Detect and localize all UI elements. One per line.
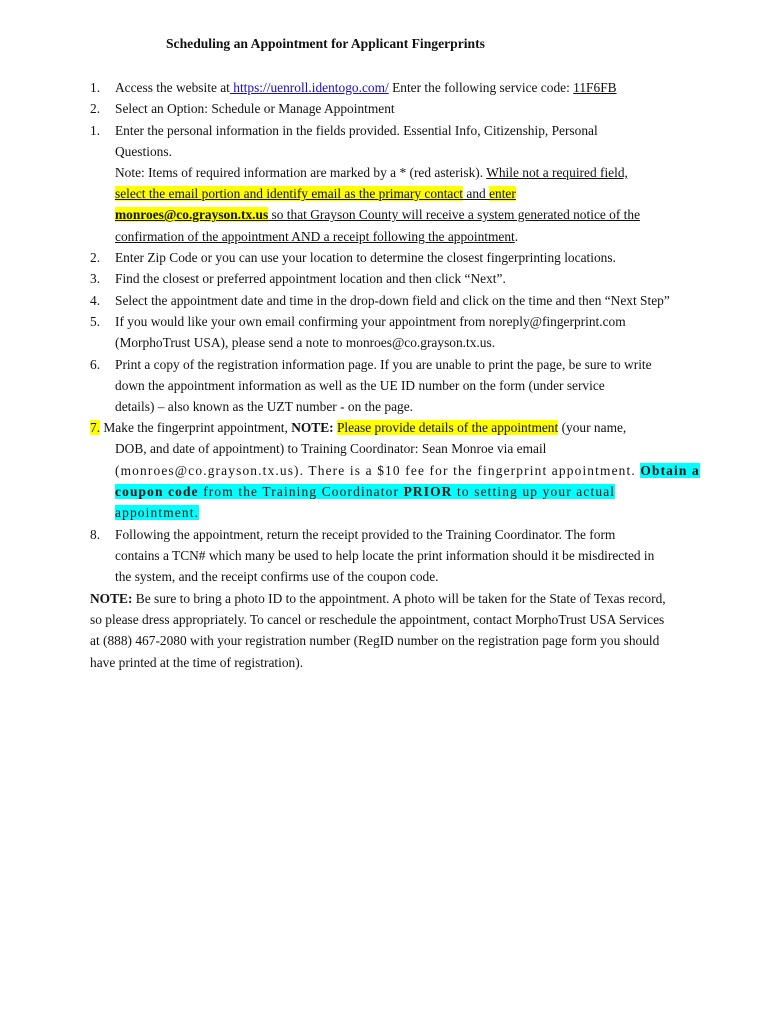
step-9-fee-text: (monroes@co.grayson.tx.us). There is a $10 fee for the fingerprint appointment. <box>115 463 641 478</box>
step-1-text: Access the website at <box>115 80 230 95</box>
step-7-text-2: (MorphoTrust USA), please send a note to monroes@co.grayson.tx.us. <box>115 335 496 350</box>
step-3-line-2: Questions. <box>115 144 172 159</box>
step-5-text: Find the closest or preferred appointment location and then click “Next”. <box>115 271 506 286</box>
step-3-line-1 <box>115 123 629 139</box>
coordinator-email: monroes@co.grayson.tx.us <box>115 207 269 222</box>
step-8-text-3: details) – also known as the UZT number - on the page. <box>115 399 413 414</box>
enter-highlight: enter <box>489 186 516 201</box>
step-3-note-line <box>115 165 628 181</box>
step-3-note-text: Note: Items of required information are marked by a * (red asterisk). <box>115 165 487 180</box>
page-title: Scheduling an Appointment for Applicant Fingerprints <box>166 36 485 51</box>
step-9-note-label: NOTE: <box>291 420 334 435</box>
coupon-code-text: coupon code <box>115 484 199 499</box>
final-note-text-4: have printed at the time of registration). <box>90 655 304 670</box>
and-text: and <box>463 186 490 201</box>
step-9-line-3 <box>115 463 700 479</box>
final-note-label: NOTE: <box>90 591 133 606</box>
final-note-text-2: so please dress appropriately. To cancel or reschedule the appointment, contact MorphoTrust USA Services <box>90 612 665 627</box>
step-7-number: 5. <box>90 314 101 329</box>
step-4-text: Enter Zip Code or you can use your location to determine the closest fingerprinting locations. <box>115 250 616 265</box>
step-4-number: 2. <box>90 250 101 265</box>
confirmation-period: . <box>514 229 519 244</box>
step-9-line-1 <box>90 420 626 436</box>
confirmation-text: confirmation of the appointment AND a receipt following the appointment <box>115 229 515 244</box>
step-9-text-2: DOB, and date of appointment) to Training Coordinator: Sean Monroe via email <box>115 441 547 456</box>
step-10-text-2: contains a TCN# which many be used to help locate the print information should it be misdirected in <box>115 548 655 563</box>
final-note-text-1: Be sure to bring a photo ID to the appointment. A photo will be taken for the State of Texas record, <box>132 591 666 606</box>
step-9-details-highlight: Please provide details of the appointment <box>336 420 559 435</box>
step-3-highlight-line <box>115 186 516 202</box>
step-3-note-underlined: While not a required field, <box>486 165 628 180</box>
step-9-line-4 <box>115 484 615 500</box>
final-note-text-3: at (888) 467-2080 with your registration number (RegID number on the registration page form you should <box>90 633 660 648</box>
step-9-text-1: Make the fingerprint appointment, <box>100 420 292 435</box>
step-8-text-1: Print a copy of the registration information page. If you are unable to print the page, be sure to write <box>115 357 652 372</box>
step-10-text-3: the system, and the receipt confirms use of the coupon code. <box>115 569 439 584</box>
step-8-text-2: down the appointment information as well as the UE ID number on the form (under service <box>115 378 605 393</box>
step-9-number: 7. <box>90 420 101 435</box>
step-1 <box>115 80 617 96</box>
step-9-line-5 <box>115 505 199 521</box>
email-primary-highlight: select the email portion and identify email as the primary contact <box>115 186 464 201</box>
step-1-service-label: Enter the following service code: <box>388 80 574 95</box>
step-6-number: 4. <box>90 293 101 308</box>
so-that-text: so that Grayson County will receive a system generated notice of the <box>268 207 641 222</box>
step-2-text: Select an Option: Schedule or Manage Appointment <box>115 101 395 116</box>
step-2-number: 2. <box>90 101 101 116</box>
step-3-number: 1. <box>90 123 101 138</box>
step-6-text: Select the appointment date and time in the drop-down field and click on the time and then “Next Step” <box>115 293 670 308</box>
coupon-setup-text: to setting up your actual <box>452 484 616 499</box>
service-code: 11F6FB <box>573 80 617 95</box>
coupon-from-text: from the Training Coordinator <box>198 484 404 499</box>
final-note-line-1 <box>90 591 666 607</box>
step-10-number: 8. <box>90 527 101 542</box>
coupon-highlight-line <box>115 484 615 499</box>
identogo-link[interactable]: https://uenroll.identogo.com/ <box>229 80 389 95</box>
obtain-coupon-highlight: Obtain a <box>640 463 700 478</box>
step-3-confirm-line <box>115 229 518 245</box>
step-7-text-1: If you would like your own email confirming your appointment from noreply@fingerprint.com <box>115 314 626 329</box>
step-9-text-1b: (your name, <box>558 420 627 435</box>
prior-text: PRIOR <box>403 484 453 499</box>
step-3-text-1: Enter the personal information in the fields provided. Essential Info, Citizenship, Personal <box>115 123 598 138</box>
step-8-number: 6. <box>90 357 101 372</box>
step-3-email-line <box>115 207 640 223</box>
step-5-number: 3. <box>90 271 101 286</box>
appointment-highlight: appointment. <box>115 505 200 520</box>
step-10-text-1: Following the appointment, return the receipt provided to the Training Coordinator. The form <box>115 527 616 542</box>
step-1-number: 1. <box>90 80 101 95</box>
